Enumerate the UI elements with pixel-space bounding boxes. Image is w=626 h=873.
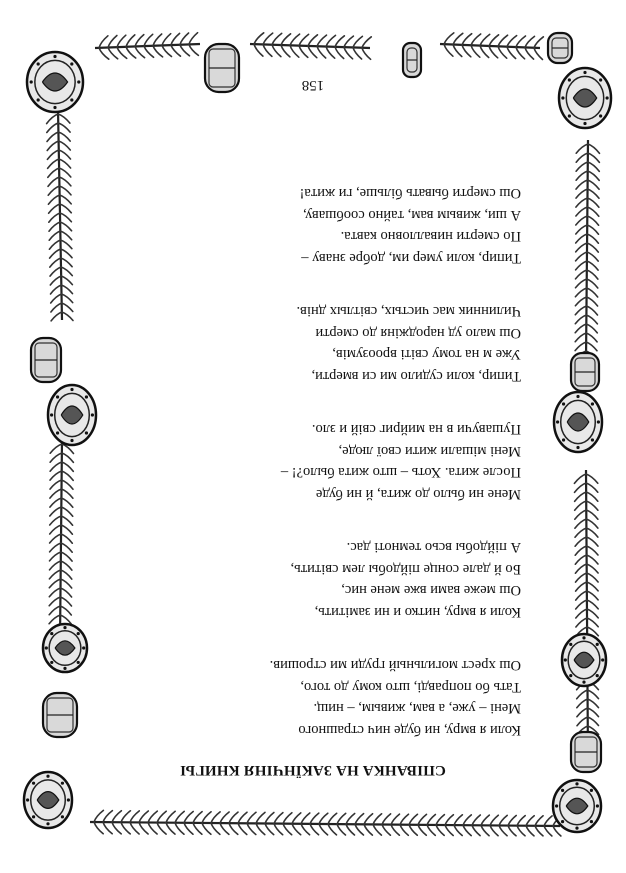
stanza-3 [105,418,521,504]
poem-line: Ош хрест могильный груди ми строшив. [269,657,521,674]
poem-line: А ши, живым вам, тайно сообшаву, [303,207,521,223]
poem-line: Ош меже вами вже мене нис, [341,582,521,599]
poem-line: Чилинник мас чистых, світлых днів. [296,303,521,320]
poem-line: Мені мішали жити свої люде, [338,443,521,459]
poem-line: Мені – уже, а вам, живым, – нищ. [313,700,521,717]
poem-line: Уже м на тому світі вроозумів, [332,346,521,363]
stanza-4 [105,300,521,386]
poem-line: А пійдобы всьо темноті дас. [346,539,521,556]
poem-line: Пушавучи в на мийриг свiй и зло. [311,421,521,438]
poem-line: Типир, коли судило ми си вмерти, [311,368,521,384]
poem-line: Ош смерти бывать бiльше, ги жита! [299,185,521,202]
page-number: 158 [301,77,325,93]
poem-line: Бо й дале сонце пійдобы лем світить, [290,561,521,577]
stanza-1 [105,654,521,740]
poem-line: После жита. Хоть – што жита было?! – [280,464,521,481]
stanza-5 [105,182,521,268]
poem-line: Коли я вмру, ни буде нич страшного [298,722,521,738]
poem-line: По смерти нивалловно кавта. [340,228,521,245]
poem-line: Тать бо поправді, што кому до того, [300,679,521,695]
poem-line: Ош мало уд народжіня до смерти [315,325,521,341]
poem-title: СПІВАНКА НА ЗАКЇНЧІНЯ КНИГЫ [180,762,446,778]
poem-line: Типир, коли умер им, добре знаву – [301,250,521,266]
poem-line: Мене ни было до жита, й ни буде [315,486,521,502]
poem-line: Коли я вмру, нитко и ни замітить, [314,604,521,620]
stanza-2 [105,536,521,622]
